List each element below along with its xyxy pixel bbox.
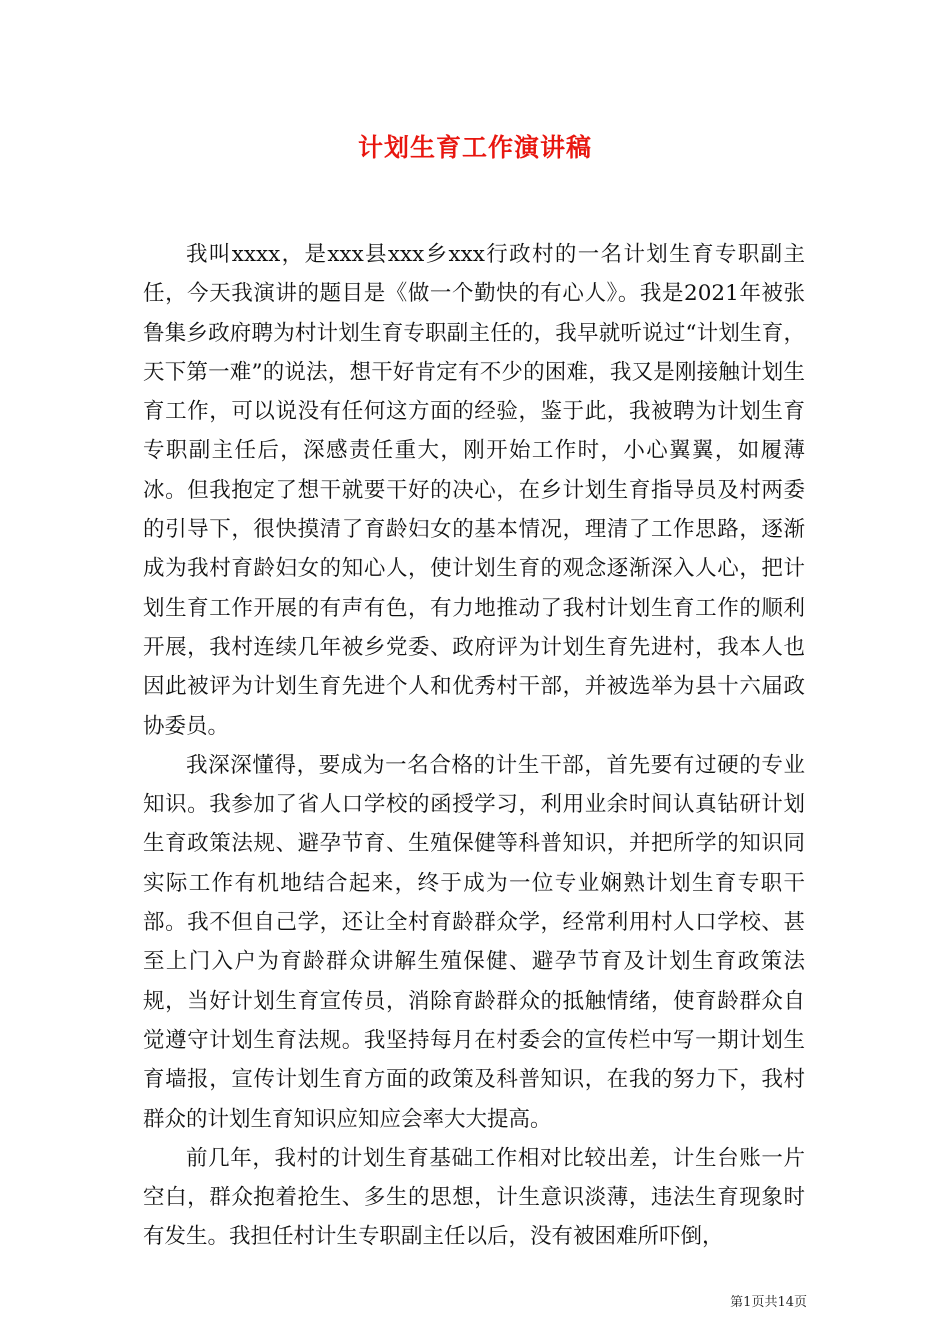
- page-number: 第1页共14页: [730, 1295, 807, 1310]
- paragraph: 我叫xxxx，是xxx县xxx乡xxx行政村的一名计划生育专职副主任，今天我演讲的题目是《做一个勤快的有心人》。我是2021年被张鲁集乡政府聘为村计划生育专职副主任的，我早就听说过“计划生育，天下第一难”的说法，想干好肯定有不少的困难，我又是刚接触计划生育工作，可以说没有任何这方面的经验，鉴于此，我被聘为计划生育专职副主任后，深感责任重大，刚开始工作时，小心翼翼，如履薄冰。但我抱定了想干就要干好的决心，在乡计划生育指导员及村两委的引导下，很快摸清了育龄妇女的基本情况，理清了工作思路，逐渐成为我村育龄妇女的知心人，使计划生育的观念逐渐深入人心，把计划生育工作开展的有声有色，有力地推动了我村计划生育工作的顺利开展，我村连续几年被乡党委、政府评为计划生育先进村，我本人也因此被评为计划生育先进个人和优秀村干部，并被选举为县十六届政协委员。: [143, 242, 805, 739]
- document-title: 计划生育工作演讲稿: [357, 133, 592, 162]
- paragraph: 我深深懂得，要成为一名合格的计生干部，首先要有过硬的专业知识。我参加了省人口学校的函授学习，利用业余时间认真钻研计划生育政策法规、避孕节育、生殖保健等科普知识，并把所学的知识同实际工作有机地结合起来，终于成为一位专业娴熟计划生育专职干部。我不但自己学，还让全村育龄群众学，经常利用村人口学校、甚至上门入户为育龄群众讲解生殖保健、避孕节育及计划生育政策法规，当好计划生育宣传员，消除育龄群众的抵触情绪，使育龄群众自觉遵守计划生育法规。我坚持每月在村委会的宣传栏中写一期计划生育墙报，宣传计划生育方面的政策及科普知识，在我的努力下，我村群众的计划生育知识应知应会率大大提高。: [143, 752, 805, 1132]
- paragraph: 前几年，我村的计划生育基础工作相对比较出差，计生台账一片空白，群众抱着抢生、多生的思想，计生意识淡薄，违法生育现象时有发生。我担任村计生专职副主任以后，没有被困难所吓倒，: [143, 1145, 805, 1250]
- document-body: [143, 235, 805, 1257]
